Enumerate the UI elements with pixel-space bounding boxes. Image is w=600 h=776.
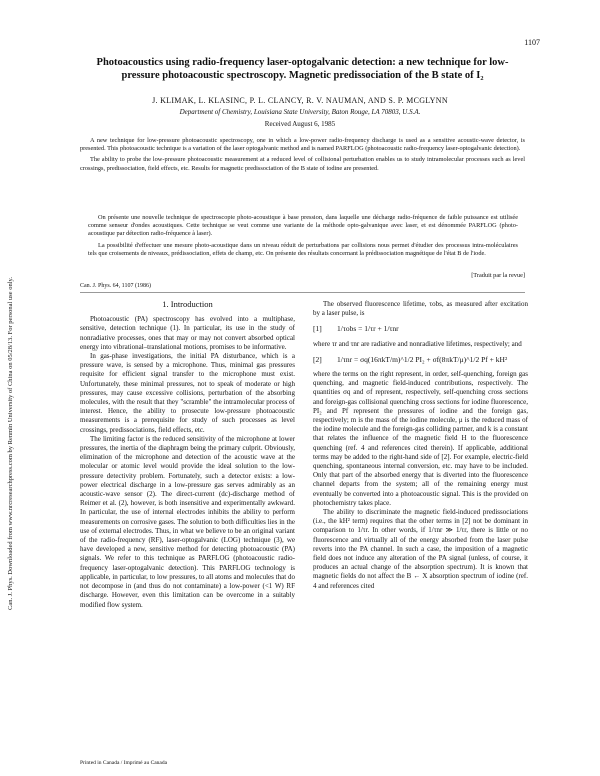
right-column [313, 300, 528, 591]
body-paragraph: where the terms on the right represent, in order, self-quenching, foreign gas quenching, and magnetic field-induced contributions, respectively. The quantities σq and σf represent, respectively, self-quenching cross sections and foreign-gas collisional quenching cross sections for iodine fluorescence, PI₂ and Pf represent the pressures of iodine and the foreign gas, respectively; m is the mass of the iodine molecule, μ is the reduced mass of the iodine molecule and the foreign-gas colliding partner, and k is a constant that relates the influence of the magnetic field H to the fluorescence quenching (ref. 4 and references cited therein). If applicable, additional terms may be added to the right-hand side of [2]. For example, electric-field quenching, spontaneous internal conversion, etc. may have to be included. Only that part of the absorbed energy that is diverted into the fluorescence channel departs from the system; all of the remaining energy must eventually be converted into a photoacoustic signal. This is the provided on photochemistry takes place. [313, 370, 528, 507]
equation-label: [2] [313, 354, 322, 364]
body-paragraph: The limiting factor is the reduced sensitivity of the microphone at lower pressures, the inertia of the diaphragm being the primary culprit. Obviously, elimination of the microphone and detection of the acoustic wave at the molecular or atomic level would provide the ideal solution to the low-pressure detectivity problem. Fortunately, such a detector exists: a low-power electrical discharge in a low-pressure gas serves admirably as an acoustic-wave sensor (2). The direct-current (dc)-discharge method of Reimer et al. (2), however, is both insensitive and experimentally awkward. In particular, the use of internal electrodes inhibits the ability to perform measurements on corrosive gases. The solution to both difficulties lies in the use of external electrodes. Thus, in what we believe to be an original variant of the radio-frequency (RF), laser-optogalvanic (LOG) technique (3), we have developed a new, sensitive method for detecting photoacoustic (PA) signals. We refer to this technique as PARFLOG (photoacoustic radio-frequency laser-optogalvanic detection). This PARFLOG technology is applicable, in particular, to low pressures, to all atoms and molecules that do not decompose in (and thus do not contaminate) a low-power (<1 W) RF discharge. However, even this limitation can be overcome in a suitably modified flow system. [80, 434, 295, 609]
body-paragraph: In gas-phase investigations, the initial PA disturbance, which is a pressure wave, is sensed by a microphone. Thus, minimal gas pressures requisite for efficient signal transfer to the microphone must exist. Unfortunately, these minimal pressures, not to speak of moderate or high pressures, may cause excessive collisions, perturbation of the absorbing molecules, with the result that they "scramble" the intramolecular process of interest. Hence, the ability to prosecute low-pressure photoacoustic measurements is a prerequisite for study of such processes as level crossings, predissociations, field effects, etc. [80, 352, 295, 434]
equation-2 [313, 355, 528, 364]
equation-body: 1/τnr = σq(16πkT/m)^1/2 PI₂ + σf(8πkT/μ)^1/2 Pf + kH² [337, 354, 508, 364]
left-column [80, 300, 295, 610]
abstract-fr-paragraph: La possibilité d'effectuer une mesure photo-acoustique dans un niveau réduit de perturbations par collisions nous permet d'étudier des processus intra-moléculaires tels que croisements de niveaux, prédissociation, effets de champ, etc. On présente des résultats concernant la prédissociation magnétique de l'état B de l'iode. [88, 241, 518, 257]
received-date: Received August 6, 1985 [264, 120, 336, 128]
body-paragraph: Photoacoustic (PA) spectroscopy has evolved into a multiphase, sensitive, detection technique (1). In particular, its use in the study of nonradiative processes, ones that may or may not convert absorbed optical energy into vibrational–translational motions, promises to be informative. [80, 315, 295, 351]
equation-1 [313, 324, 528, 333]
print-footer: Printed in Canada / Imprimé au Canada [80, 760, 168, 766]
translator-note: [Traduit par la revue] [471, 272, 525, 279]
divider [80, 292, 525, 293]
body-paragraph: where τr and τnr are radiative and nonradiative lifetimes, respectively; and [313, 339, 522, 348]
authors: J. KLIMAK, L. KLASINC, P. L. CLANCY, R. V. NAUMAN, AND S. P. MCGLYNN [152, 96, 448, 105]
equation-body: 1/τobs = 1/τr + 1/τnr [337, 324, 399, 334]
abstract-en-paragraph: The ability to probe the low-pressure photoacoustic measurement at a reduced level of collisional perturbation enables us to study intramolecular processes such as level crossings, predissociation, field effects, etc. Results for magnetic predissociation of the B state of iodine are presented. [80, 156, 525, 172]
abstract-fr-paragraph: On présente une nouvelle technique de spectroscopie photo-acoustique à base pression, dans laquelle une décharge radio-fréquence de faible puissance est utilisée comme senseur d'ondes acoustiques. Cette technique se veut comme une variante de la méthode opto-galvanique avec laser, et est dénommée PARFLOG (photo-acoustique par détection radio-fréquence à laser). [88, 214, 518, 238]
equation-label: [1] [313, 324, 322, 334]
abstract-en-paragraph: A new technique for low-pressure photoacoustic spectroscopy, one in which a low-power radio-frequency discharge is used as a sensitive acoustic-wave detector, is presented. This photoacoustic technique is a variation of the laser optogalvanic method and is named PARFLOG (photoacoustic radio-frequency laser-optogalvanic detection). [80, 137, 525, 153]
page-number: 1107 [524, 38, 540, 47]
section-heading: 1. Introduction [162, 299, 213, 309]
affiliation: Department of Chemistry, Louisiana State University, Baton Rouge, LA 70803, U.S.A. [179, 108, 421, 116]
body-paragraph: The observed fluorescence lifetime, τobs, as measured after excitation by a laser pulse, is [313, 300, 528, 318]
journal-reference: Can. J. Phys. 64, 1107 (1986) [80, 283, 151, 289]
paper-title: Photoacoustics using radio-frequency laser-optogalvanic detection: a new technique for low-pressure photoacoustic spectroscopy. Magnetic predissociation of the B state of I₂ [96, 57, 509, 81]
body-paragraph: The ability to discriminate the magnetic field-induced predissociations (i.e., the kH² term) requires that the other terms in [2] not be dominant in comparison to 1/τr. In other words, if 1/τnr ≫ 1/τr, there is little or no fluorescence and virtually all of the energy absorbed from the laser pulse reverts into the PA channel. In such a case, the imposition of a magnetic field does not induce any alteration of the PA signal (unless, of course, it produces an actual change of the absorption spectrum). It is known that magnetic fields do not affect the B ← X absorption spectrum of iodine (ref. 4 and references cited [313, 508, 528, 590]
abstract-english [80, 137, 525, 176]
download-watermark: Can. J. Phys. Downloaded from www.nrcresearchpress.com by Renmin University of China on 05/28/13. For personal use only. [7, 277, 14, 610]
abstract-french [88, 214, 518, 261]
